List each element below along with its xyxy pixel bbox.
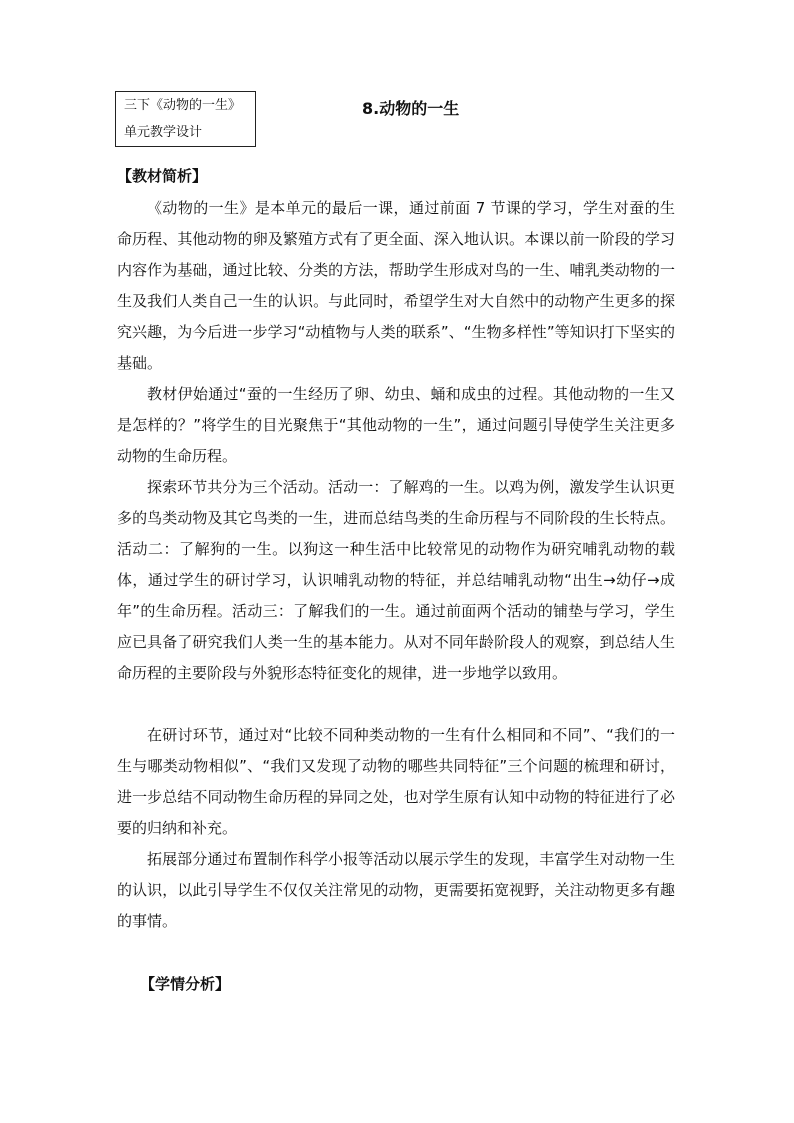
- paragraph-4: 在研讨环节，通过对“比较不同种类动物的一生有什么相同和不同”、“我们的一生与哪类动物相似”、“我们又发现了动物的哪些共同特征”三个问题的梳理和研讨，进一步总结不同动物生命历程的异同之处，也对学生原有认知中动物的特征进行了必要的归纳和补充。: [117, 726, 675, 837]
- unit-label-box: [115, 91, 256, 147]
- paragraph-5: 拓展部分通过布置制作科学小报等活动以展示学生的发现，丰富学生对动物一生的认识，以此引导学生不仅仅关注常见的动物，更需要拓宽视野，关注动物更多有趣的事情。: [117, 850, 675, 930]
- unit-design-label: 单元教学设计: [124, 125, 203, 140]
- section-heading-learner-analysis: 【学情分析】: [140, 975, 231, 993]
- paragraph-2: 教材伊始通过“蚕的一生经历了卵、幼虫、蛹和成虫的过程。其他动物的一生又是怎样的？”将学生的目光聚焦于“其他动物的一生”，通过问题引导使学生关注更多动物的生命历程。: [117, 385, 675, 465]
- paragraph-3: 探索环节共分为三个活动。活动一：了解鸡的一生。以鸡为例，激发学生认识更多的鸟类动物及其它鸟类的一生，进而总结鸟类的生命历程与不同阶段的生长特点。活动二：了解狗的一生。以狗这一种生活中比较常见的动物作为研究哺乳动物的载体，通过学生的研讨学习，认识哺乳动物的特征，并总结哺乳动物“出生→幼仔→成年”的生命历程。活动三：了解我们的一生。通过前面两个活动的铺垫与学习，学生应已具备了研究我们人类一生的基本能力。从对不同年龄阶段人的观察，到总结人生命历程的主要阶段与外貌形态特征变化的规律，进一步地学以致用。: [117, 478, 675, 682]
- unit-name: 三下《动物的一生》: [124, 98, 242, 113]
- section-heading-textbook-analysis: 【教材简析】: [117, 167, 208, 185]
- lesson-title: 8.动物的一生: [362, 99, 460, 118]
- paragraph-1: 《动物的一生》是本单元的最后一课，通过前面 7 节课的学习，学生对蚕的生命历程、其他动物的卵及繁殖方式有了更全面、深入地认识。本课以前一阶段的学习内容作为基础，通过比较、分类的方法，帮助学生形成对鸟的一生、哺乳类动物的一生及我们人类自己一生的认识。与此同时，希望学生对大自然中的动物产生更多的探究兴趣，为今后进一步学习“动植物与人类的联系”、“生物多样性”等知识打下坚实的基础。: [117, 199, 675, 372]
